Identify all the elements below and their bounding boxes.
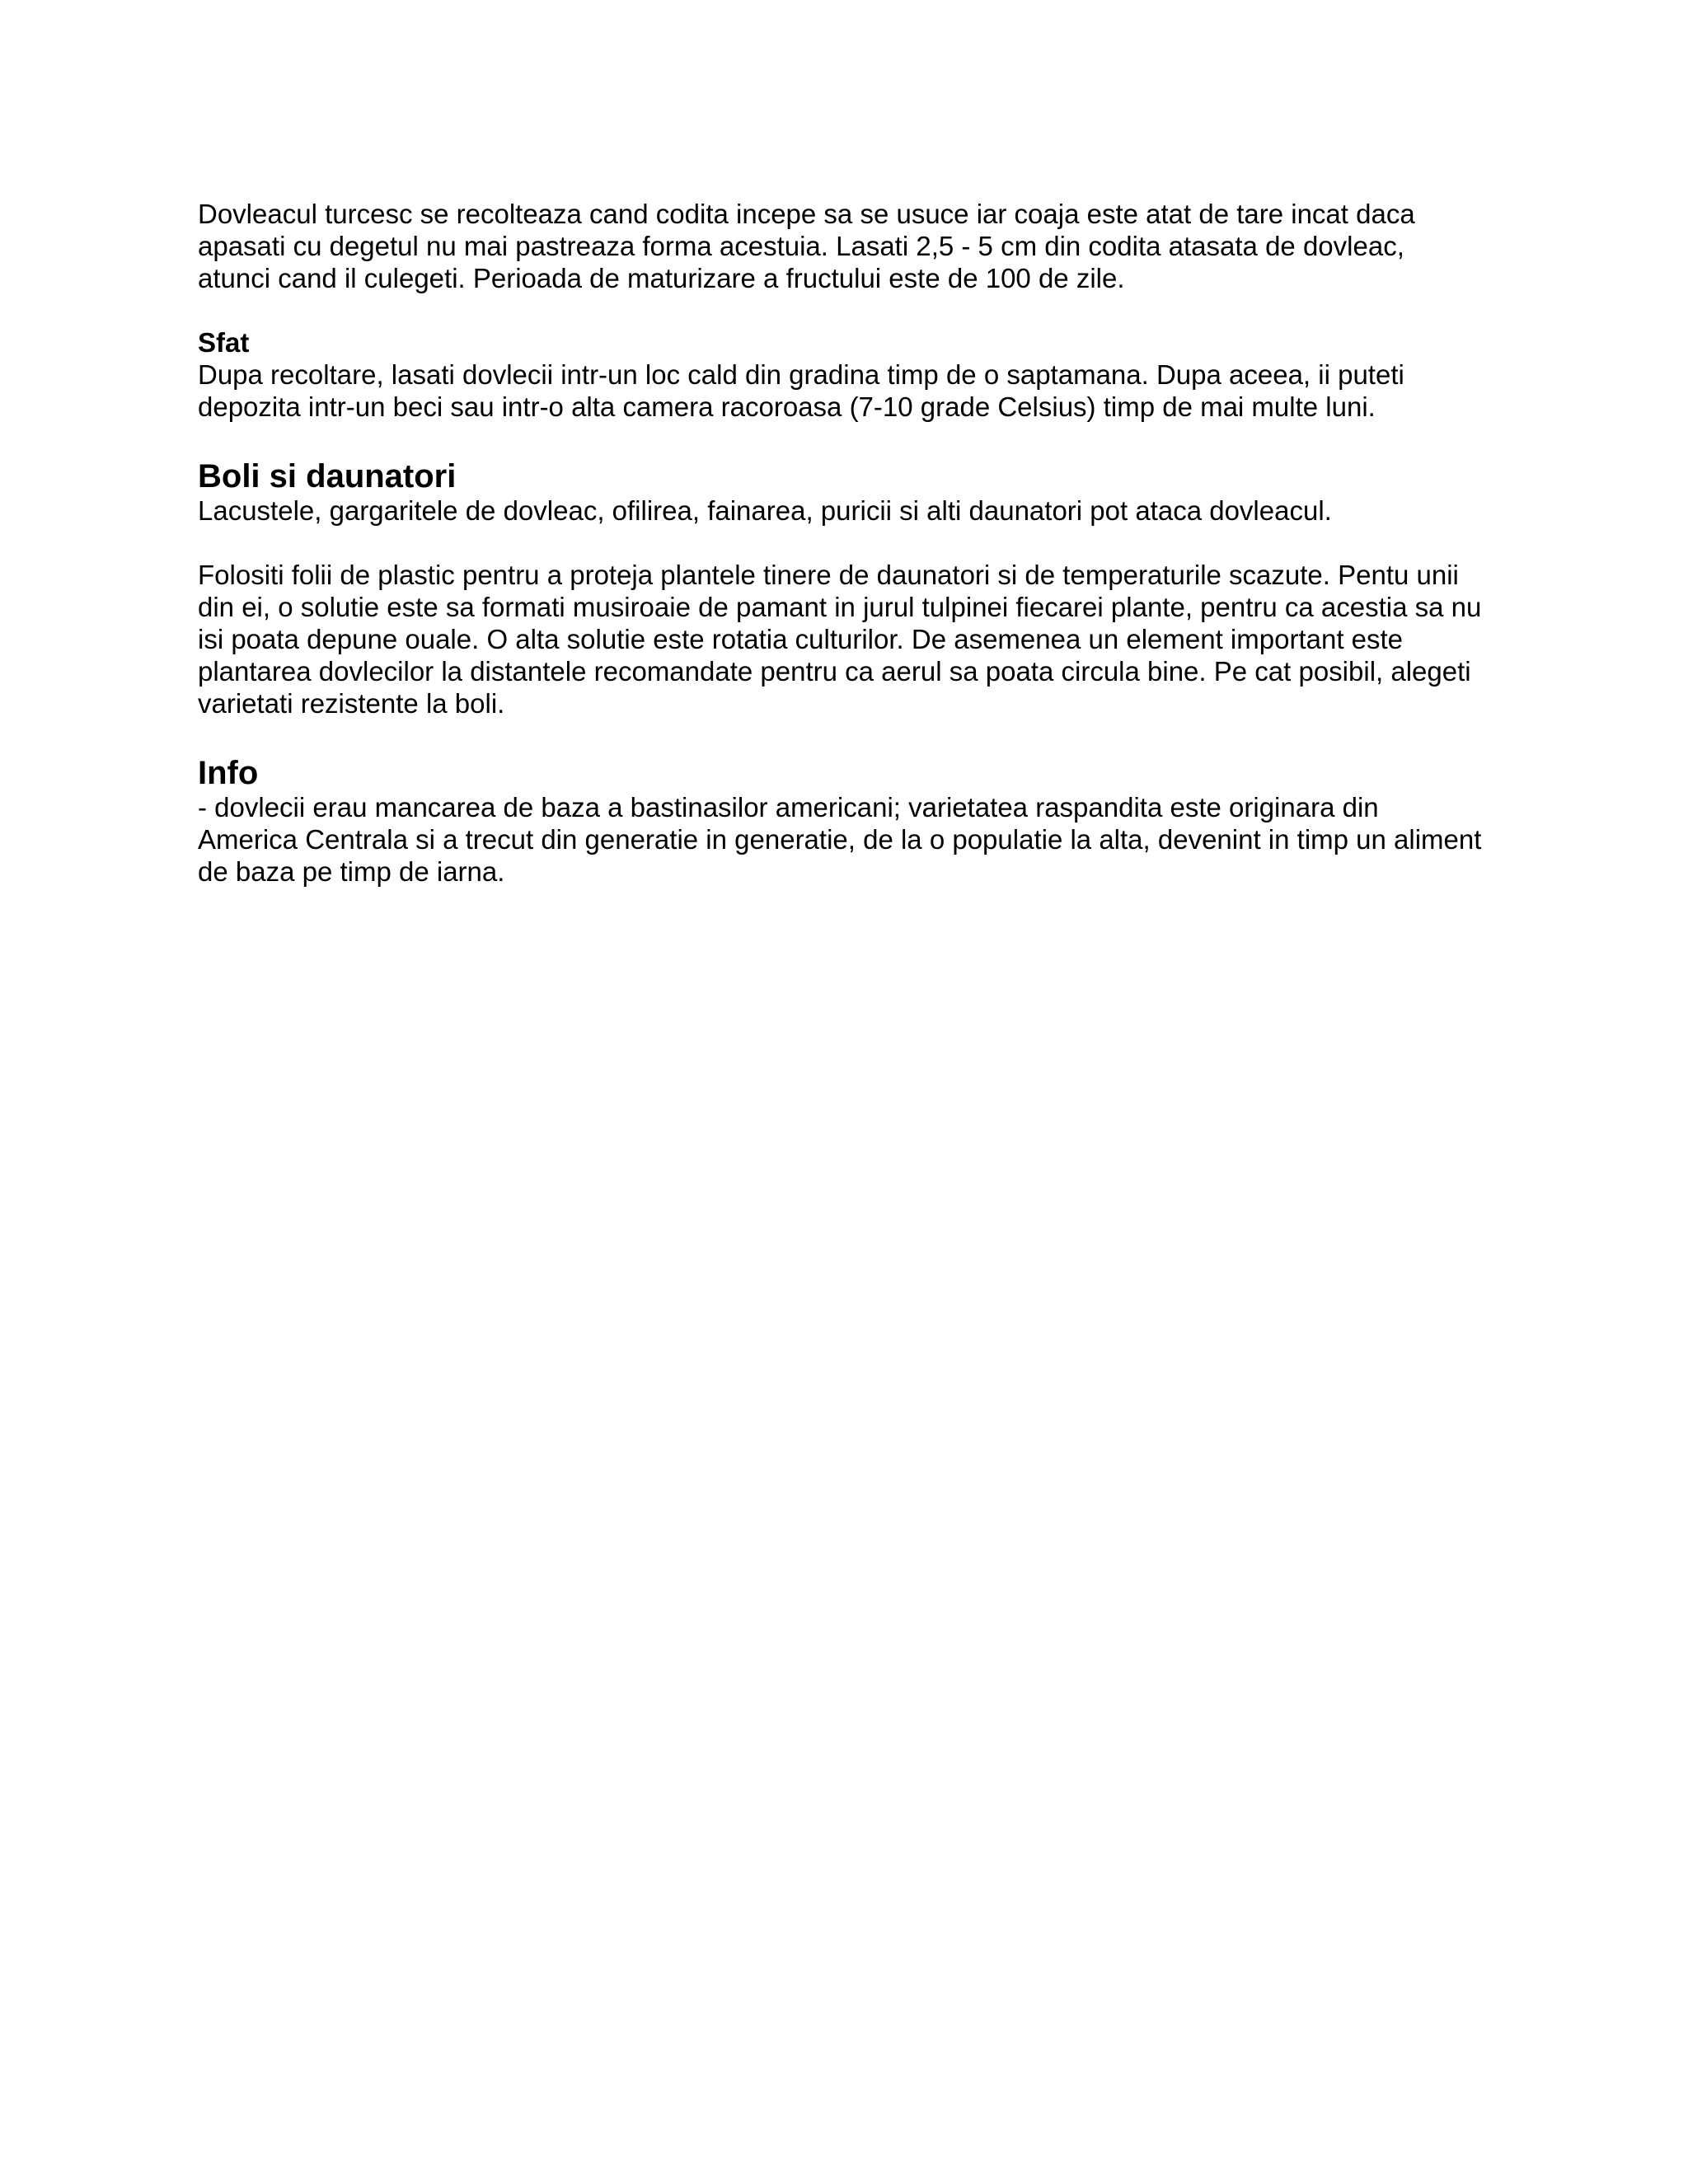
boli-heading: Boli si daunatori — [198, 458, 457, 494]
info-paragraph: - dovlecii erau mancarea de baza a bastinasilor americani; varietatea raspandita este originara din America Centrala si a trecut din generatie in generatie, de la o populatie la alta, devenint in timp un aliment de baza pe timp de iarna. — [198, 792, 1482, 887]
boli-paragraph-1: Lacustele, gargaritele de dovleac, ofilirea, fainarea, puricii si alti daunatori pot ataca dovleacul. — [198, 495, 1332, 526]
intro-paragraph: Dovleacul turcesc se recolteaza cand codita incepe sa se usuce iar coaja este atat de tare incat daca apasati cu degetul nu mai pastreaza forma acestuia. Lasati 2,5 - 5 cm din codita atasata de dovleac, atunci cand il culegeti. Perioada de maturizare a fructului este de 100 de zile. — [198, 199, 1415, 293]
info-heading: Info — [198, 755, 259, 791]
document-page — [198, 198, 1484, 888]
sfat-heading: Sfat — [198, 327, 250, 358]
sfat-paragraph: Dupa recoltare, lasati dovlecii intr-un loc cald din gradina timp de o saptamana. Dupa aceea, ii puteti depozita intr-un beci sau intr-o alta camera racoroasa (7-10 grade Celsius) timp de mai multe luni. — [198, 359, 1404, 422]
boli-paragraph-2: Folositi folii de plastic pentru a proteja plantele tinere de daunatori si de temperaturile scazute. Pentu unii din ei, o solutie este sa formati musiroaie de pamant in jurul tulpinei fiecarei plante, pentru ca acestia sa nu isi poata depune ouale. O alta solutie este rotatia culturilor. De asemenea un element important este plantarea dovlecilor la distantele recomandate pentru ca aerul sa poata circula bine. Pe cat posibil, alegeti varietati rezistente la boli. — [198, 560, 1482, 719]
